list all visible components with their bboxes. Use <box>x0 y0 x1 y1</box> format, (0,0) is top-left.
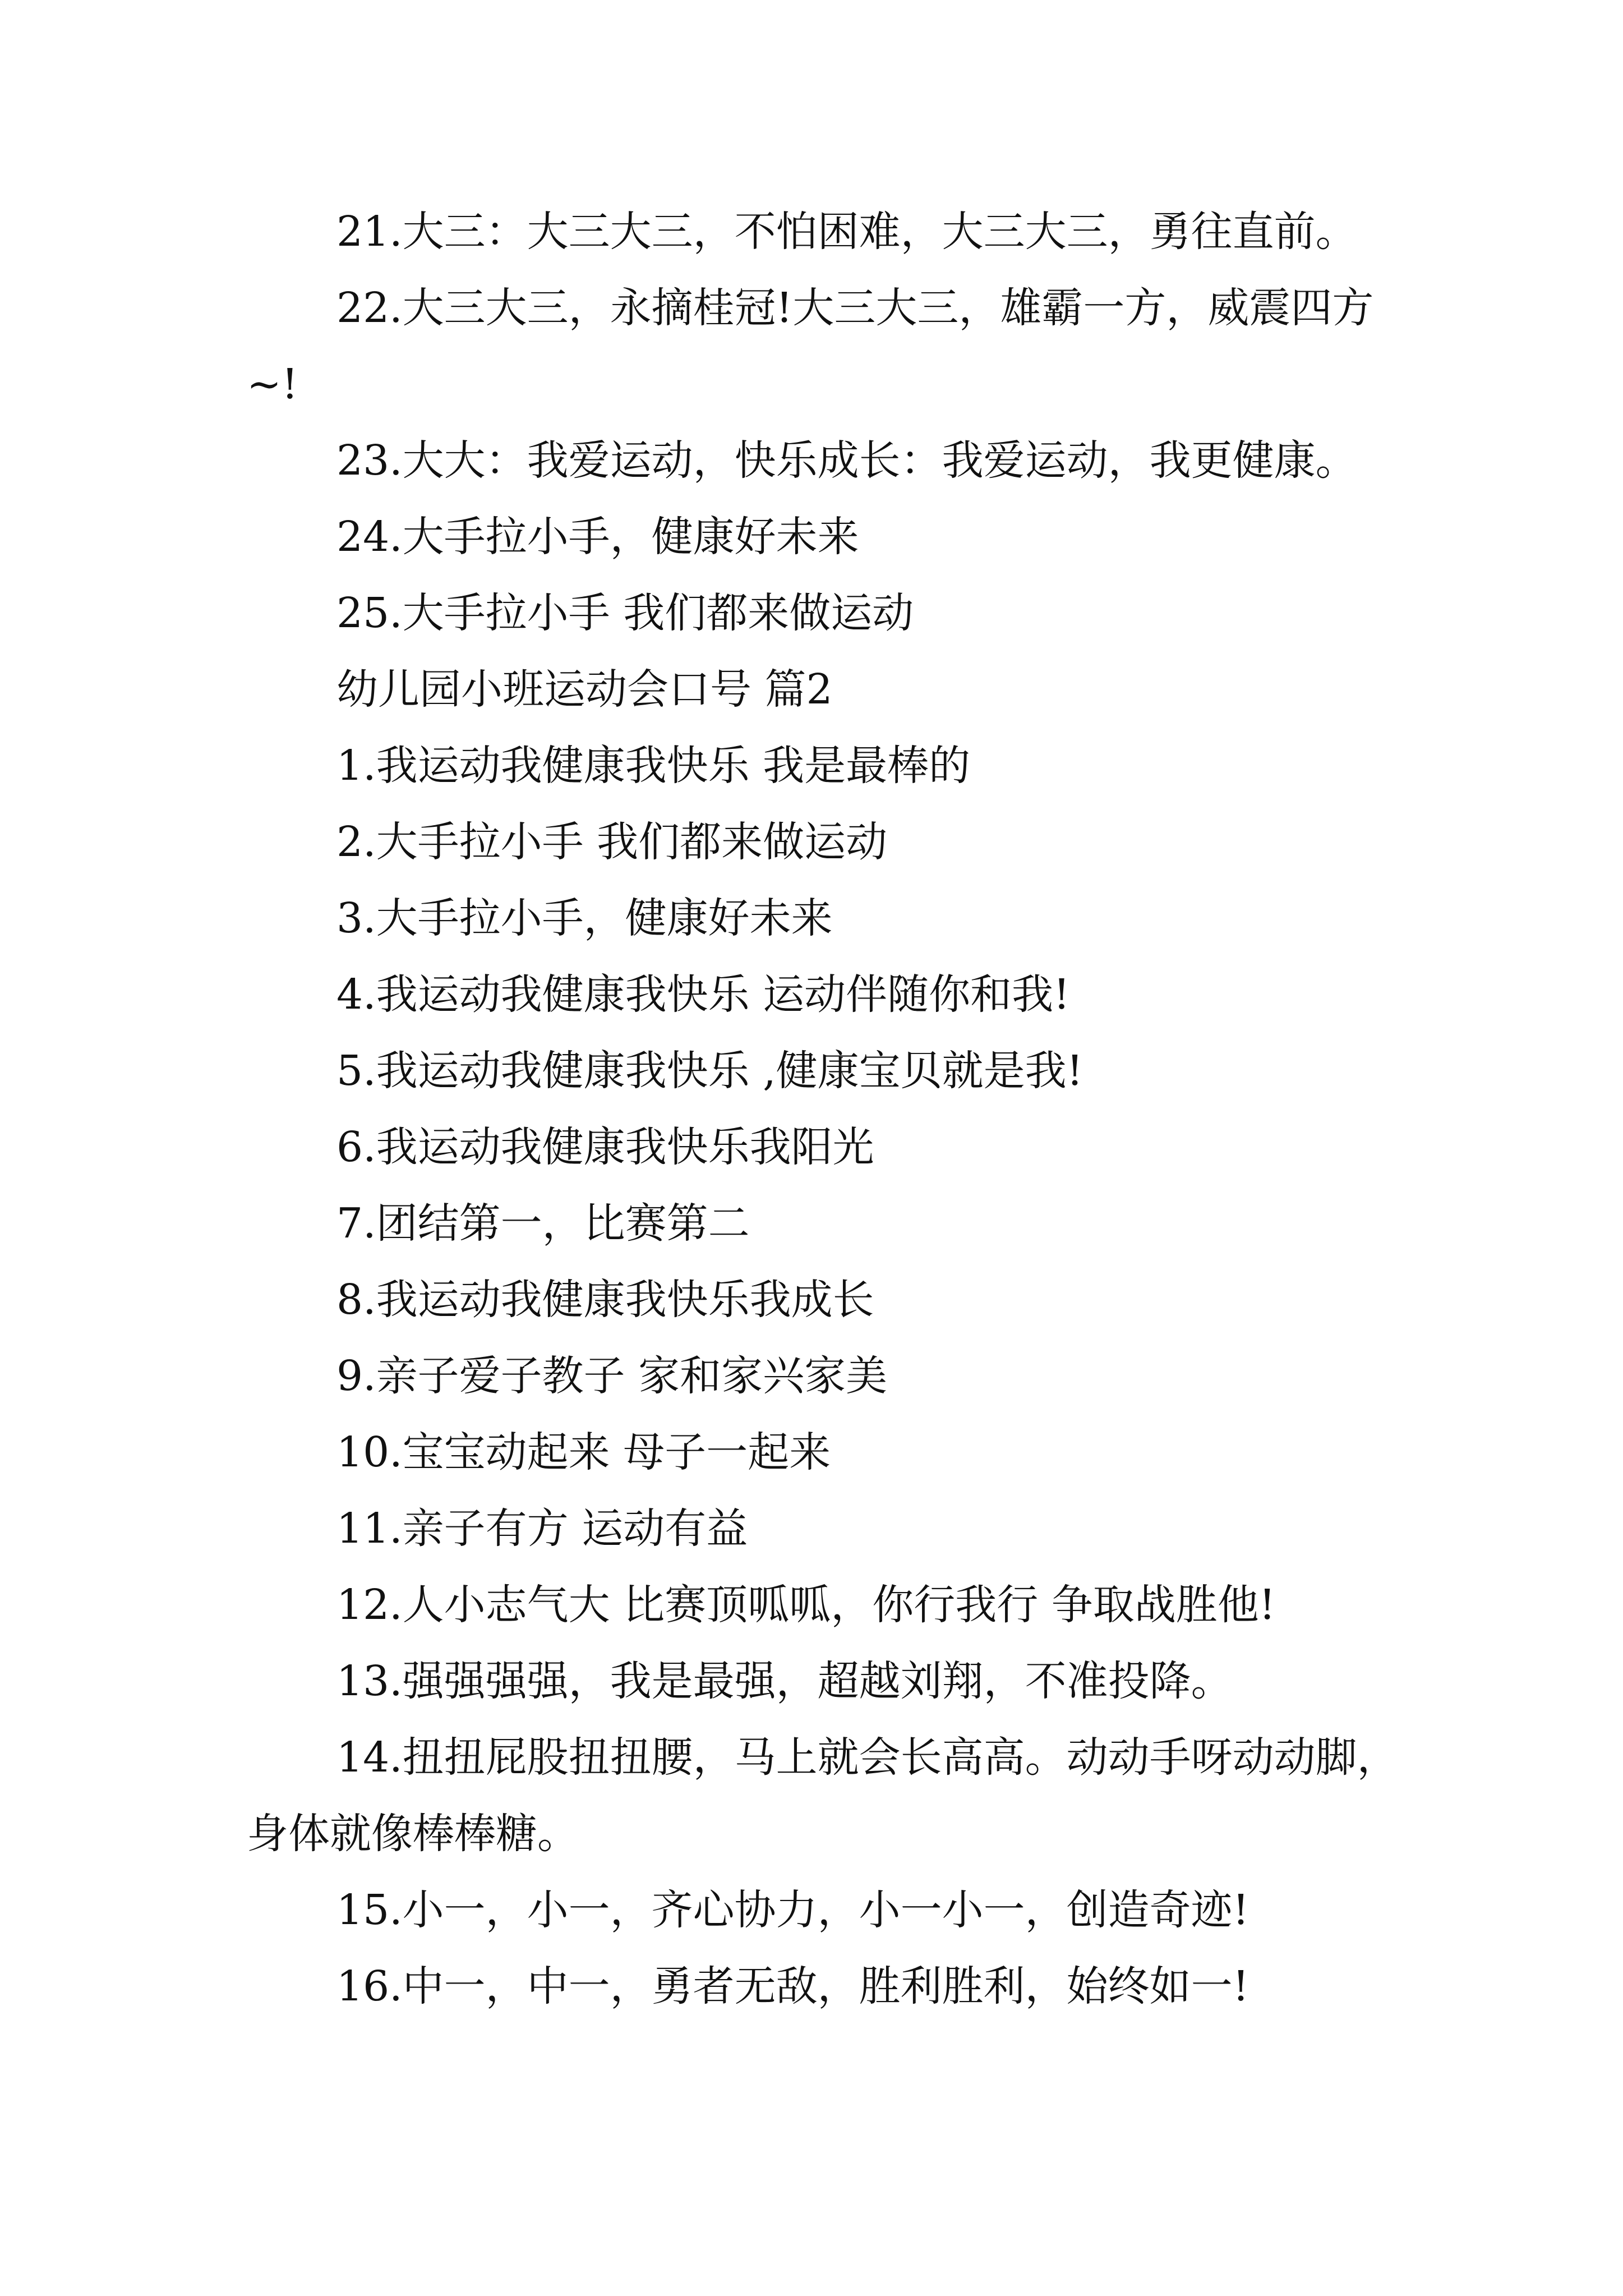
slogan-1: 1.我运动我健康我快乐 我是最棒的 <box>336 742 971 790</box>
slogan-12: 12.人小志气大 比赛顶呱呱，你行我行 争取战胜他! <box>336 1581 1276 1629</box>
slogan-8: 8.我运动我健康我快乐我成长 <box>336 1276 874 1324</box>
document-body <box>247 194 1413 2024</box>
section-heading: 幼儿园小班运动会口号 篇2 <box>336 665 833 714</box>
slogan-25: 25.大手拉小手 我们都来做运动 <box>336 589 914 637</box>
slogan-13: 13.强强强强，我是最强，超越刘翔，不准投降。 <box>336 1657 1233 1705</box>
slogan-3: 3.大手拉小手，健康好未来 <box>336 894 833 942</box>
slogan-22: 22.大三大三，永摘桂冠!大三大三，雄霸一方，威震四方~! <box>247 284 1374 408</box>
slogan-16: 16.中一，中一，勇者无敌，胜利胜利，始终如一! <box>336 1962 1249 2010</box>
slogan-2: 2.大手拉小手 我们都来做运动 <box>336 818 888 866</box>
slogan-10: 10.宝宝动起来 母子一起来 <box>336 1428 831 1476</box>
slogan-23: 23.大大：我爱运动，快乐成长：我爱运动，我更健康。 <box>336 436 1357 485</box>
slogan-4: 4.我运动我健康我快乐 运动伴随你和我! <box>336 970 1070 1019</box>
slogan-15: 15.小一，小一，齐心协力，小一小一，创造奇迹! <box>336 1886 1249 1934</box>
slogan-24: 24.大手拉小手，健康好未来 <box>336 513 859 561</box>
slogan-21: 21.大三：大三大三，不怕困难，大三大三，勇往直前。 <box>336 208 1357 256</box>
slogan-14: 14.扭扭屁股扭扭腰，马上就会长高高。动动手呀动动脚，身体就像棒棒糖。 <box>247 1733 1399 1858</box>
slogan-7: 7.团结第一，比赛第二 <box>336 1199 750 1248</box>
slogan-9: 9.亲子爱子教子 家和家兴家美 <box>336 1352 888 1400</box>
slogan-6: 6.我运动我健康我快乐我阳光 <box>336 1123 874 1171</box>
slogan-11: 11.亲子有方 运动有益 <box>336 1504 748 1553</box>
slogan-5: 5.我运动我健康我快乐 ,健康宝贝就是我! <box>336 1047 1083 1095</box>
